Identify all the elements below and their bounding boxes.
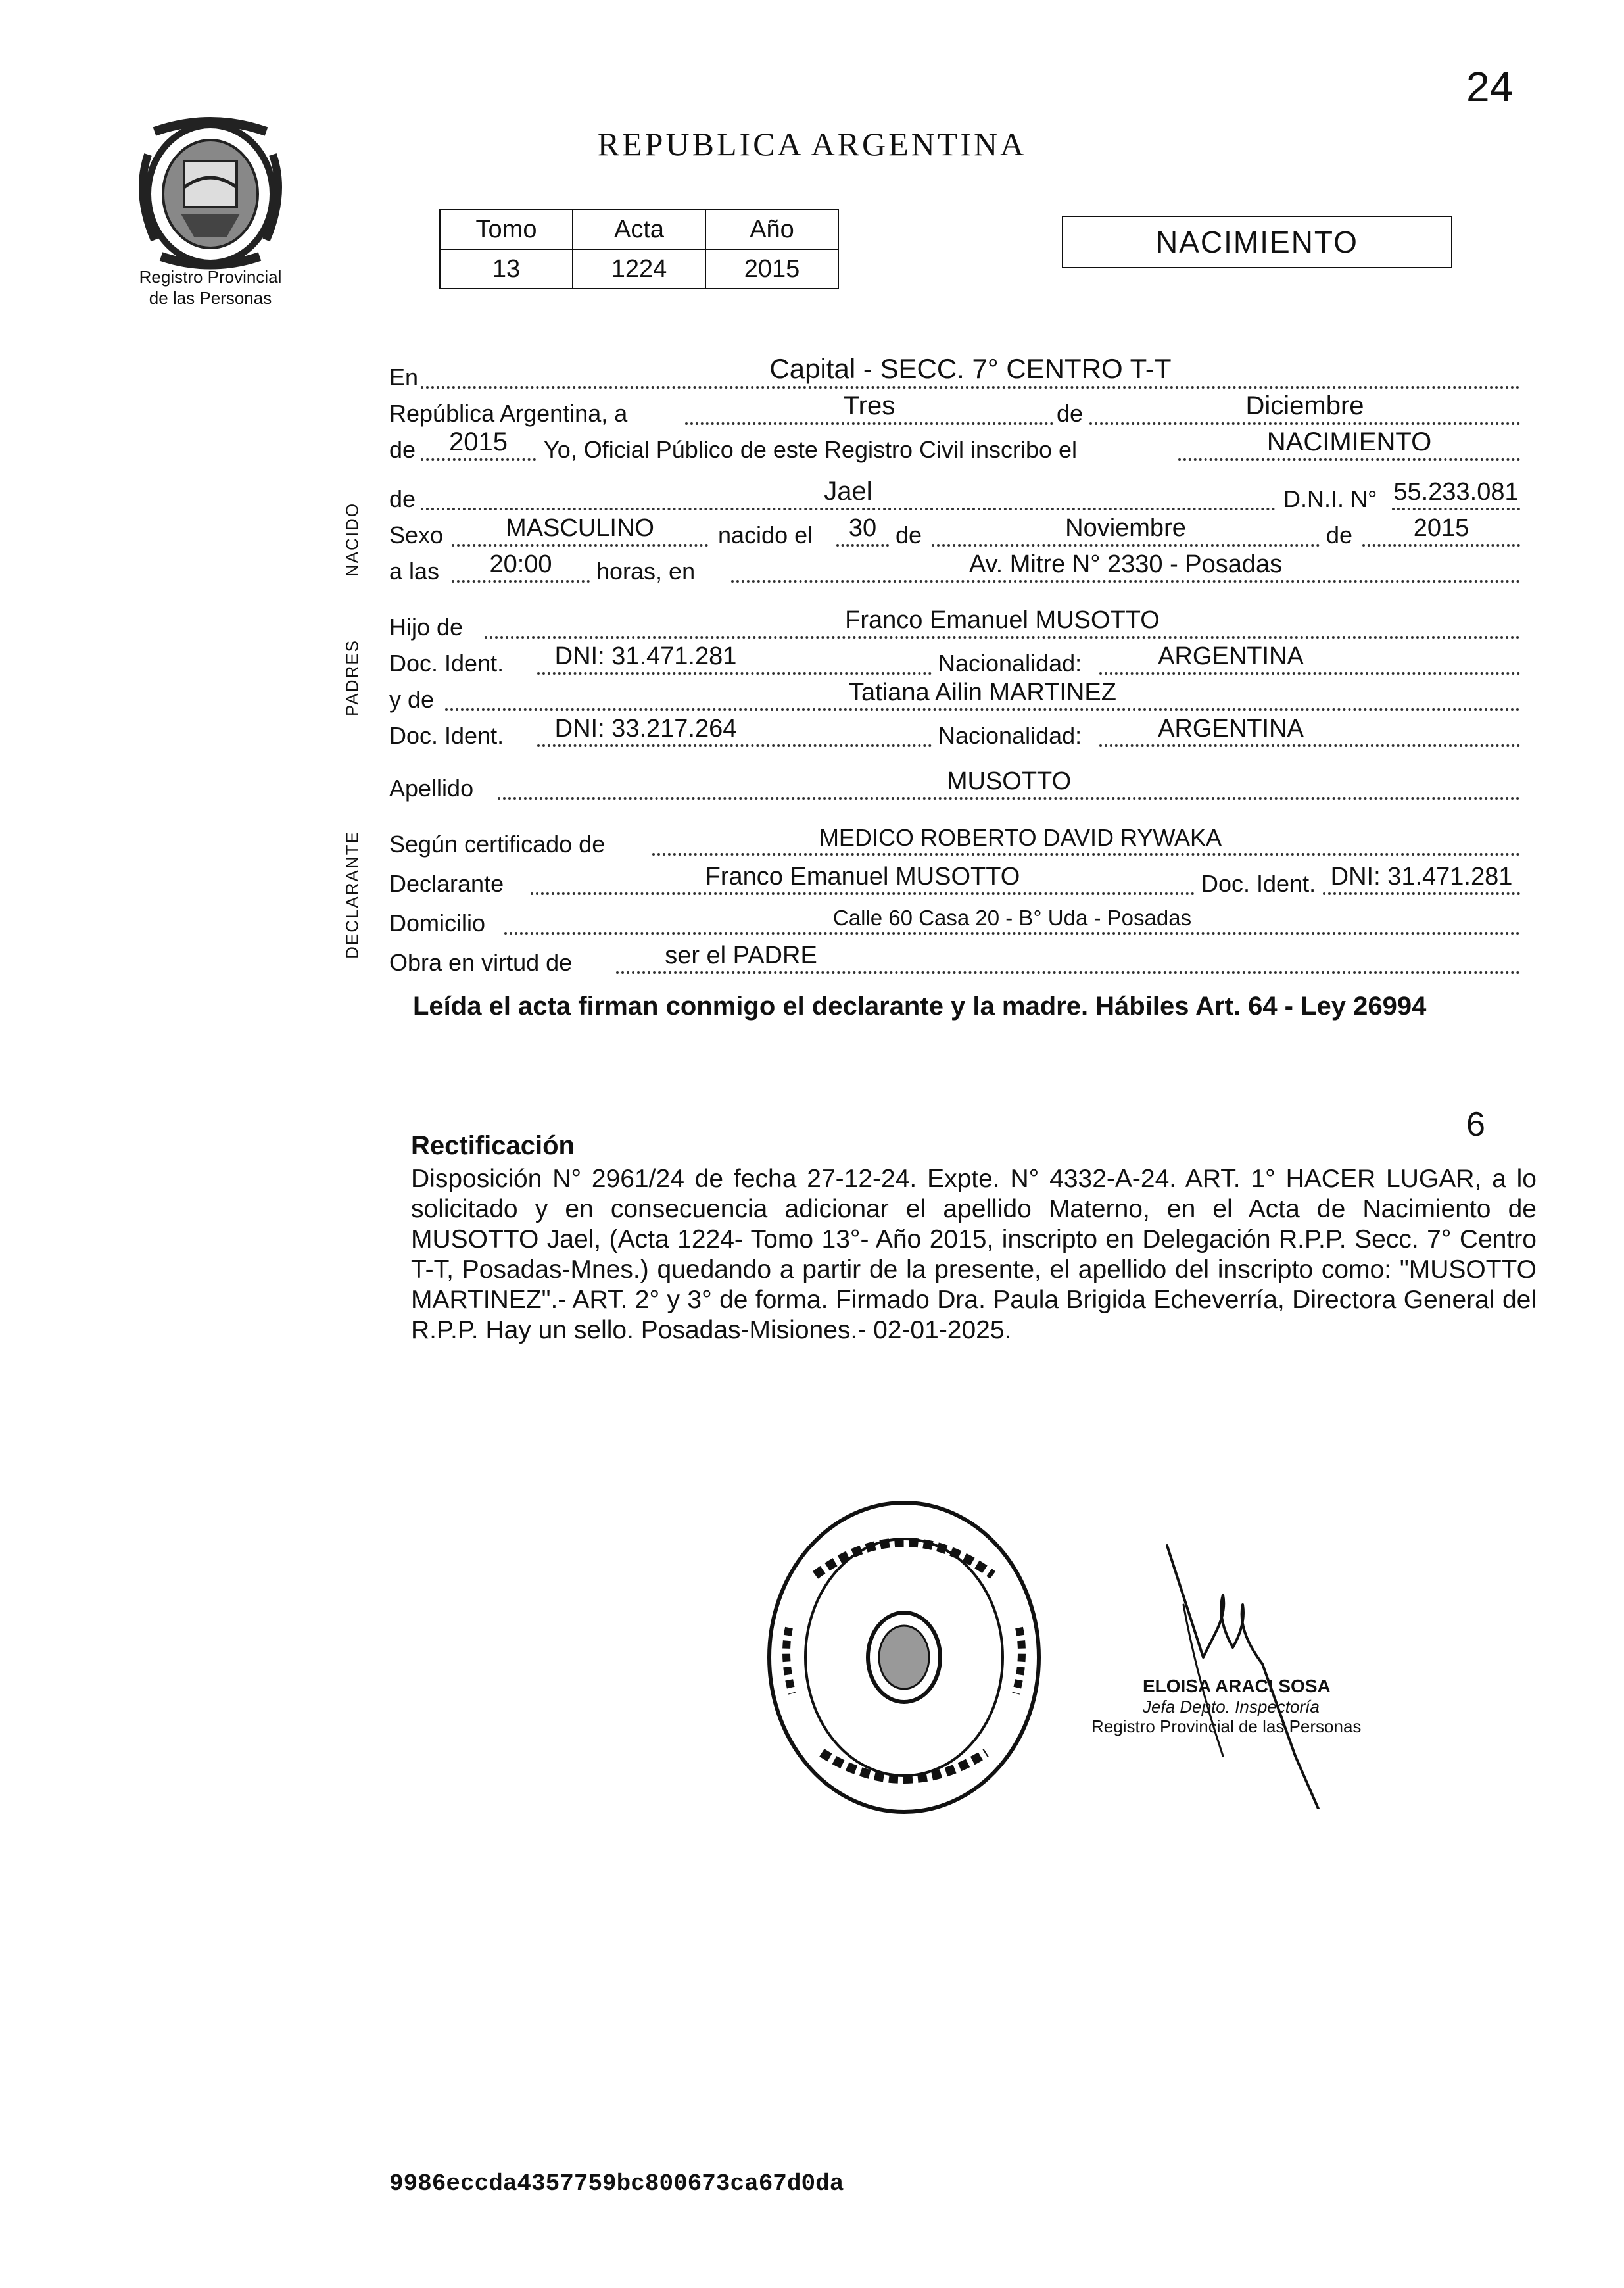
obra-label: Obra en virtud de bbox=[389, 949, 573, 976]
de-label: de bbox=[1057, 400, 1084, 427]
page-number: 24 bbox=[1466, 63, 1514, 110]
dotted-line bbox=[685, 422, 1053, 425]
birth-year-value: 2015 bbox=[1413, 514, 1469, 542]
address-value: Calle 60 Casa 20 - B° Uda - Posadas bbox=[832, 906, 1192, 930]
dotted-line bbox=[537, 744, 932, 747]
dotted-line bbox=[498, 797, 1520, 800]
document-title: REPUBLICA ARGENTINA bbox=[597, 126, 1027, 162]
registration-day-value: Tres bbox=[843, 391, 896, 420]
father-dni-value: DNI: 31.471.281 bbox=[554, 643, 737, 670]
tomo-value: 13 bbox=[440, 249, 573, 289]
certificado-label: Según certificado de bbox=[389, 831, 606, 858]
doc-ident-label: Doc. Ident. bbox=[1201, 870, 1316, 897]
rectification-body: Disposición N° 2961/24 de fecha 27-12-24. Expte. N° 4332-A-24. ART. 1° HACER LUGAR, a lo solicitado y en consecuencia adicionar el apellido Materno, en el Acta de Nacimiento de MUSOTTO Jael, (Acta 1224- Tomo 13°- Año 2015, inscripto en Delegación R.P.P. Secc. 7° Centro T-T, Posadas-Mnes.) quedando a partir de la presente, el apellido del inscripto como: "MUSOTTO MARTINEZ".- ART. 2° y 3° de forma. Firmado Dra. Paula Brigida Echeverría, Directora General del R.P.P. Hay un sello. Posadas-Misiones.- 02-01-2025. bbox=[411, 1165, 1537, 1344]
act-type-value: NACIMIENTO bbox=[1266, 427, 1432, 456]
oficial-text: Yo, Oficial Público de este Registro Civil inscribo el bbox=[544, 436, 1078, 463]
dotted-line bbox=[504, 932, 1520, 935]
declarant-dni-value: DNI: 31.471.281 bbox=[1330, 863, 1513, 890]
declarante-label: Declarante bbox=[389, 870, 504, 897]
mother-name-value: Tatiana Ailin MARTINEZ bbox=[849, 679, 1116, 706]
dotted-line bbox=[531, 892, 1195, 895]
side-number: 6 bbox=[1466, 1106, 1485, 1144]
nacionalidad-label: Nacionalidad: bbox=[938, 722, 1082, 749]
certificate-issuer-value: MEDICO ROBERTO DAVID RYWAKA bbox=[819, 824, 1222, 851]
provincial-coat-of-arms-logo bbox=[128, 115, 293, 273]
birth-day-value: 30 bbox=[848, 514, 877, 542]
dotted-line bbox=[836, 544, 889, 547]
dotted-line bbox=[1323, 892, 1520, 895]
dotted-line bbox=[537, 672, 932, 675]
logo-caption-line-1: Registro Provincial bbox=[139, 267, 282, 287]
apellido-label: Apellido bbox=[389, 775, 474, 802]
dotted-line bbox=[1178, 458, 1520, 461]
signatory-organization: Registro Provincial de las Personas bbox=[1091, 1716, 1362, 1736]
row-obra-en-virtud bbox=[389, 944, 1520, 977]
yde-label: y de bbox=[389, 686, 435, 713]
row-apellido bbox=[389, 769, 1520, 802]
handwritten-signature bbox=[1065, 1532, 1394, 1809]
dni-label: D.N.I. N° bbox=[1283, 485, 1377, 512]
row-madre-documento bbox=[389, 717, 1520, 750]
en-label: En bbox=[389, 364, 419, 391]
de-label: de bbox=[389, 485, 416, 512]
logo-caption bbox=[99, 266, 322, 308]
dotted-line bbox=[421, 508, 1276, 510]
dotted-line bbox=[652, 853, 1520, 856]
de-label: de bbox=[1326, 522, 1353, 548]
dotted-line bbox=[616, 971, 1520, 974]
dotted-line bbox=[421, 386, 1520, 389]
record-reference-table bbox=[439, 209, 839, 289]
birth-month-value: Noviembre bbox=[1065, 514, 1186, 542]
section-label-declarante: DECLARANTE bbox=[342, 831, 362, 959]
row-padre bbox=[389, 608, 1520, 641]
mother-dni-value: DNI: 33.217.264 bbox=[554, 715, 737, 742]
dotted-line bbox=[452, 580, 590, 583]
registration-month-value: Diciembre bbox=[1245, 391, 1364, 420]
signatory-name: ELOISA ARACI SOSA bbox=[1143, 1676, 1331, 1696]
tomo-header: Tomo bbox=[440, 210, 573, 249]
row-en bbox=[389, 353, 1520, 391]
row-anio-inscripcion bbox=[389, 427, 1520, 464]
dotted-line bbox=[1392, 508, 1520, 510]
row-declarante bbox=[389, 865, 1520, 898]
row-domicilio bbox=[389, 904, 1520, 937]
closing-statement: Leída el acta firman conmigo el declarante y la madre. Hábiles Art. 64 - Ley 26994 bbox=[413, 992, 1427, 1021]
signatory-role: Jefa Depto. Inspectoría bbox=[1143, 1697, 1320, 1716]
doc-ident-label: Doc. Ident. bbox=[389, 650, 504, 677]
capacity-value: ser el PADRE bbox=[665, 942, 817, 969]
domicilio-label: Domicilio bbox=[389, 910, 486, 937]
horas-label: horas, en bbox=[596, 558, 696, 585]
alas-label: a las bbox=[389, 558, 440, 585]
dotted-line bbox=[731, 580, 1520, 583]
row-sexo-fecha-nacimiento bbox=[389, 516, 1520, 549]
birth-time-value: 20:00 bbox=[489, 550, 552, 578]
acta-header: Acta bbox=[573, 210, 705, 249]
hijo-label: Hijo de bbox=[389, 614, 464, 641]
doc-ident-label: Doc. Ident. bbox=[389, 722, 504, 749]
registration-office-value: Capital - SECC. 7° CENTRO T-T bbox=[769, 353, 1172, 384]
de-label: de bbox=[896, 522, 922, 548]
row-fecha-inscripcion bbox=[389, 391, 1520, 427]
registration-year-value: 2015 bbox=[449, 427, 508, 456]
birth-place-value: Av. Mitre N° 2330 - Posadas bbox=[968, 550, 1283, 578]
row-nombre-dni bbox=[389, 477, 1520, 513]
dotted-line bbox=[452, 544, 708, 547]
father-nationality-value: ARGENTINA bbox=[1158, 643, 1304, 670]
logo-caption-line-2: de las Personas bbox=[149, 288, 272, 308]
record-type-box: NACIMIENTO bbox=[1062, 216, 1452, 268]
section-label-nacido: NACIDO bbox=[342, 502, 362, 577]
row-padre-documento bbox=[389, 645, 1520, 677]
acta-value: 1224 bbox=[573, 249, 705, 289]
dotted-line bbox=[485, 636, 1520, 639]
dotted-line bbox=[445, 708, 1520, 711]
surname-value: MUSOTTO bbox=[946, 767, 1072, 795]
de-label: de bbox=[389, 436, 416, 463]
row-certificado bbox=[389, 825, 1520, 858]
dotted-line bbox=[932, 544, 1320, 547]
row-madre bbox=[389, 681, 1520, 714]
dotted-line bbox=[1089, 422, 1520, 425]
father-name-value: Franco Emanuel MUSOTTO bbox=[845, 606, 1160, 634]
republica-label: República Argentina, a bbox=[389, 400, 628, 427]
dotted-line bbox=[1362, 544, 1520, 547]
section-label-padres: PADRES bbox=[342, 639, 362, 716]
dotted-line bbox=[421, 458, 536, 461]
nacido-label: nacido el bbox=[718, 522, 813, 548]
row-hora-lugar bbox=[389, 552, 1520, 585]
nacionalidad-label: Nacionalidad: bbox=[938, 650, 1082, 677]
mother-nationality-value: ARGENTINA bbox=[1158, 715, 1304, 742]
declarant-name-value: Franco Emanuel MUSOTTO bbox=[705, 863, 1020, 890]
dotted-line bbox=[1099, 672, 1520, 675]
sexo-value: MASCULINO bbox=[506, 514, 654, 542]
anio-header: Año bbox=[705, 210, 838, 249]
official-seal-stamp bbox=[763, 1496, 1045, 1818]
dotted-line bbox=[1099, 744, 1520, 747]
document-hash: 9986eccda4357759bc800673ca67d0da bbox=[389, 2170, 844, 2197]
child-dni-value: 55.233.081 bbox=[1393, 478, 1519, 506]
child-name-value: Jael bbox=[824, 477, 872, 506]
anio-value: 2015 bbox=[705, 249, 838, 289]
sexo-label: Sexo bbox=[389, 522, 444, 548]
rectification-title: Rectificación bbox=[411, 1131, 575, 1160]
